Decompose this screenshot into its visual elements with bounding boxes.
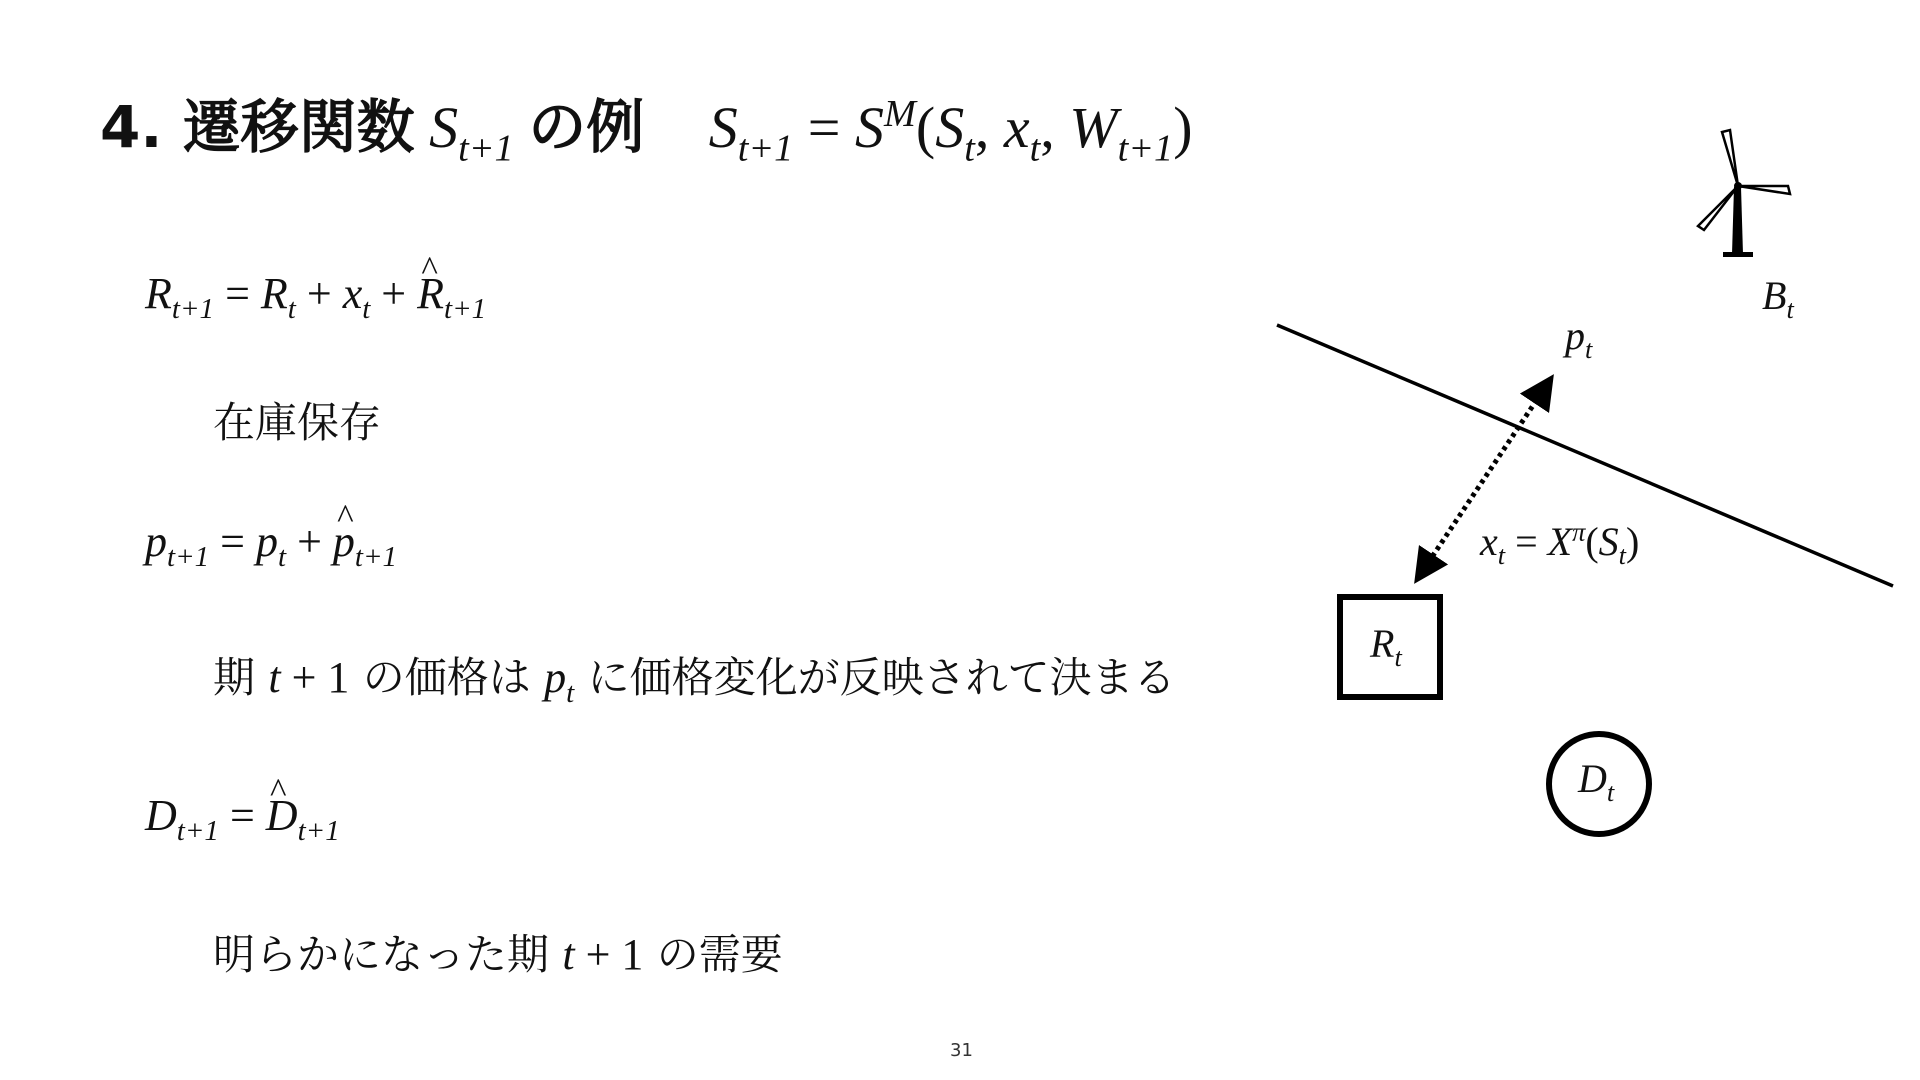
wind-turbine-icon [1698,130,1790,257]
demand-desc-part2: の需要 [656,930,783,979]
price-desc-part2: の価格は [362,653,531,702]
resource-equation: $R_{t+1} = R_t + x_t$ + ^ $R_{t+1}$ [145,268,486,319]
price-desc-part1: 期 [213,653,256,702]
price-symbol: $p_t$ [544,653,575,710]
title-prefix: 4. 遷移関数 [100,93,415,161]
page-number: 31 [950,1040,973,1061]
wind-label: $B_t$ [1762,273,1794,325]
title-state-symbol: $S_{t+1}$ [429,95,514,170]
demand-desc-part1: 明らかになった期 [213,930,550,979]
price-equation: $p_{t+1} = p_t$ + ^ $p_{t+1}$ [145,516,397,567]
demand-equation: $D_{t+1}$ = ^ $D_{t+1}$ [145,790,340,841]
price-description: 期 t + 1 の価格は $p_t$ に価格変化が反映されて決まる [213,653,1176,710]
transition-function-formula: $S_{t+1} = S^M(S_t$, $x_t$, $W_{t+1}$) [708,92,1193,170]
resource-description: 在庫保存 [213,398,382,447]
period-symbol: t [268,653,281,702]
decision-label: $x_t = X^\pi(S_t)$ [1480,516,1640,571]
period-symbol-2: t [562,930,575,979]
title-suffix: の例 [528,93,645,161]
storage-label: $R_t$ [1370,621,1402,673]
price-desc-part3: に価格変化が反映されて決まる [587,653,1176,702]
demand-label: $D_t$ [1578,756,1615,808]
demand-description: 明らかになった期 t + 1 の需要 [213,930,783,979]
price-label: $p_t$ [1565,313,1593,365]
